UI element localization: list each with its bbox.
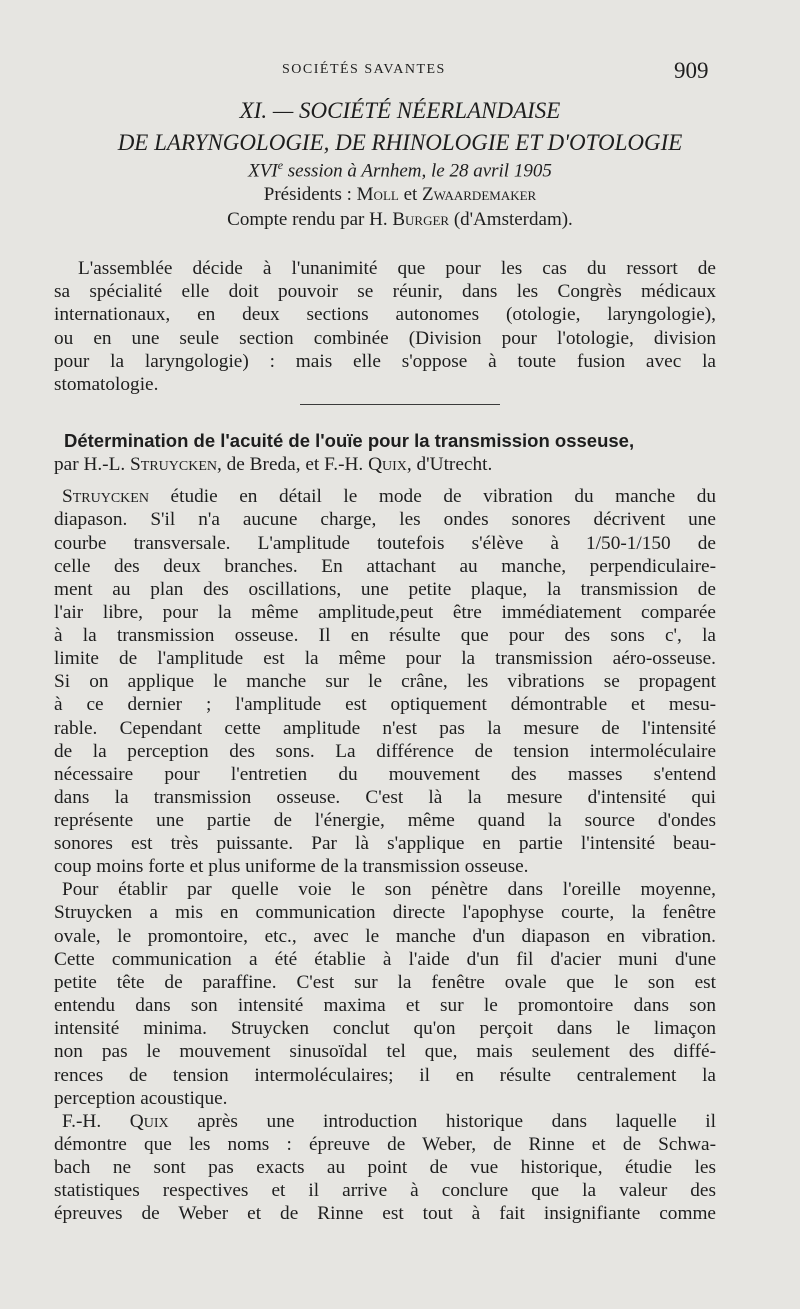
p1-line: Si on applique le manche sur le crâne, les vibrations se propagent	[54, 671, 716, 692]
p2-line: Struycken a mis en communication directe l'apophyse courte, la fenêtre	[54, 902, 716, 923]
byline-middle: , de Breda, et F.-H.	[217, 454, 364, 475]
p3-line: statistiques respectives et il arrive à conclure que la valeur des	[54, 1180, 716, 1201]
presidents-label: Présidents :	[263, 184, 352, 205]
page-number: 909	[674, 58, 709, 83]
p1-line: coup moins forte et plus uniforme de la transmission osseuse.	[54, 856, 529, 877]
p1-line: celle des deux branches. En attachant au manche, perpendiculaire-	[54, 556, 716, 577]
p1-line: courbe transversale. L'amplitude toutefois s'élève à 1/50-1/150 de	[54, 533, 716, 554]
p1-line: représente une partie de l'énergie, même quand la source d'ondes	[54, 810, 716, 831]
p2-line: intensité minima. Struycken conclut qu'on perçoit dans le limaçon	[54, 1018, 716, 1039]
p1-line: de la perception des sons. La différence de tension intermoléculaire	[54, 741, 716, 762]
p2-line: petite tête de paraffine. C'est sur la fenêtre ovale que le son est	[54, 972, 716, 993]
byline-author-1: Struycken	[130, 454, 217, 475]
article-title: Détermination de l'acuité de l'ouïe pour la transmission osseuse,	[64, 430, 635, 451]
report-initial: H.	[369, 209, 388, 230]
p2-line: perception acoustique.	[54, 1088, 228, 1109]
p1-line: diapason. S'il n'a aucune charge, les ondes sonores décrivent une	[54, 509, 716, 530]
p2-line: Cette communication a été établie à l'aide d'un fil d'acier muni d'une	[54, 949, 716, 970]
author-name: Quix	[129, 1111, 169, 1132]
report-line	[0, 209, 800, 231]
p3-line	[54, 1110, 716, 1134]
intro-line: L'assemblée décide à l'unanimité que pour les cas du ressort de	[78, 258, 716, 279]
section-title-line1: XI. — SOCIÉTÉ NÉERLANDAISE	[239, 98, 561, 123]
p1-line: à ce dernier ; l'amplitude est optiquement démontrable et mesu-	[54, 694, 716, 715]
p1-line: rable. Cependant cette amplitude n'est pas la mesure de l'intensité	[54, 718, 716, 739]
p3-line: bach ne sont pas exacts au point de vue historique, étudie les	[54, 1157, 716, 1178]
p3-first-rest: après une introduction historique dans laquelle il	[168, 1111, 716, 1132]
president-1: Moll	[356, 184, 399, 205]
p3-line: démontre que les noms : épreuve de Weber, de Rinne et de Schwa-	[54, 1134, 716, 1155]
p1-line: dans la transmission osseuse. C'est là la mesure d'intensité qui	[54, 787, 716, 808]
intro-line: pour la laryngologie) : mais elle s'oppose à toute fusion avec la	[54, 351, 716, 372]
p2-line: ovale, le promontoire, etc., avec le manche d'un diapason en vibration.	[54, 926, 716, 947]
running-head: SOCIÉTÉS SAVANTES	[282, 62, 446, 77]
report-city: (d'Amsterdam).	[453, 209, 573, 230]
session-prefix: XVI	[248, 160, 278, 182]
session-rest: session à Arnhem, le 28 avril 1905	[287, 160, 552, 182]
session-line	[0, 158, 800, 182]
presidents-line	[0, 184, 800, 206]
p1-line	[54, 485, 716, 509]
p1-line: nécessaire pour l'entretien du mouvement des masses s'entend	[54, 764, 716, 785]
report-author: Burger	[392, 209, 450, 230]
president-2: Zwaardemaker	[422, 184, 537, 205]
byline-author-2: Quix	[368, 454, 407, 475]
p1-line: sonores est très puissante. Par là s'applique en partie l'intensité beau-	[54, 833, 716, 854]
presidents-and: et	[403, 184, 418, 205]
p3-first-prefix: F.-H.	[62, 1111, 130, 1132]
p2-line: Pour établir par quelle voie le son pénètre dans l'oreille moyenne,	[62, 879, 716, 900]
p1-line: ment au plan des oscillations, une petite plaque, la transmission de	[54, 579, 716, 600]
byline-suffix: , d'Utrecht.	[406, 454, 493, 475]
intro-line: sa spécialité elle doit pouvoir se réunir, dans les Congrès médicaux	[54, 281, 716, 302]
intro-line: internationaux, en deux sections autonomes (otologie, laryngologie),	[54, 304, 716, 325]
section-title-line2: DE LARYNGOLOGIE, DE RHINOLOGIE ET D'OTOLOGIE	[117, 130, 683, 155]
p1-first-rest: étudie en détail le mode de vibration du manche du	[148, 486, 716, 507]
session-sup: e	[277, 158, 284, 172]
p2-line: entendu dans son intensité maxima et sur le promontoire dans son	[54, 995, 716, 1016]
intro-line: stomatologie.	[54, 374, 159, 395]
p2-line: rences de tension intermoléculaires; il en résulte centralement la	[54, 1065, 716, 1086]
byline	[54, 453, 716, 477]
report-label: Compte rendu par	[227, 209, 365, 230]
byline-prefix: par H.-L.	[54, 454, 126, 475]
p1-line: l'air libre, pour la même amplitude,peut être immédiatement comparée	[54, 602, 716, 623]
separator-rule	[300, 404, 500, 405]
intro-line: ou en une seule section combinée (Division pour l'otologie, division	[54, 328, 716, 349]
p3-line: épreuves de Weber et de Rinne est tout à fait insignifiante comme	[54, 1203, 716, 1224]
p1-line: à la transmission osseuse. Il en résulte que pour des sons c', la	[54, 625, 716, 646]
p1-line: limite de l'amplitude est la même pour la transmission aéro-osseuse.	[54, 648, 716, 669]
p2-line: non pas le mouvement sinusoïdal tel que, mais seulement des diffé-	[54, 1041, 716, 1062]
author-name: Struycken	[62, 486, 149, 507]
